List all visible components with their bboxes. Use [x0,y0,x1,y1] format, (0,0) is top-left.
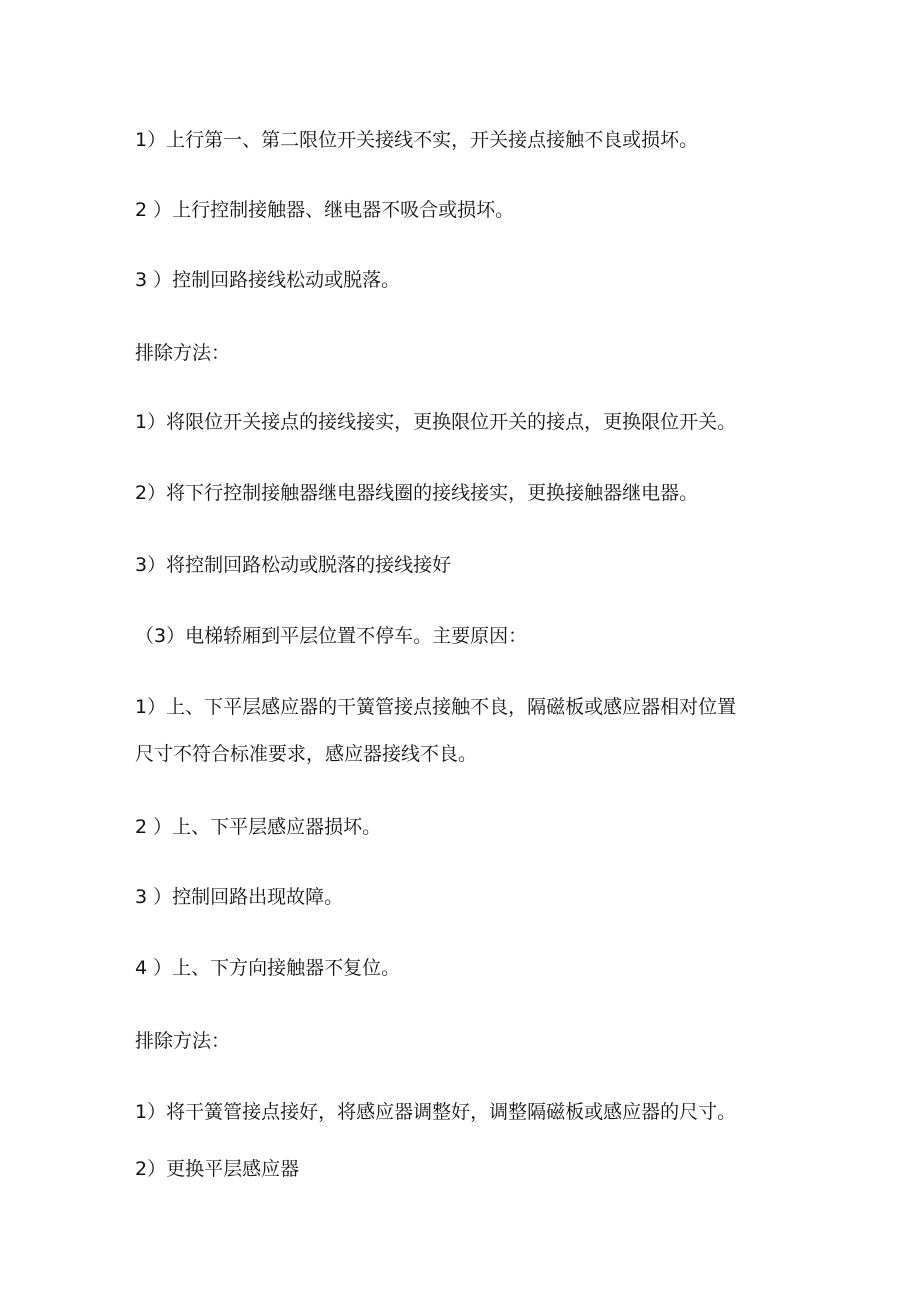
cause-item-2: 2 ）上、下平层感应器损坏。 [135,816,382,838]
cause-item-4: 4 ）上、下方向接触器不复位。 [135,957,401,979]
section-heading: 排除方法： [135,1030,231,1052]
cause-item-1: 1）上、下平层感应器的干簧管接点接触不良，隔磁板或感应器相对位置 [135,696,737,718]
cause-item-1-continued: 尺寸不符合标准要求，感应器接线不良。 [135,743,478,765]
cause-item-2: 2 ）上行控制接触器、继电器不吸合或损坏。 [135,199,515,221]
cause-item-1: 1）上行第一、第二限位开关接线不实，开关接点接触不良或损坏。 [135,129,699,151]
solution-item-3: 3）将控制回路松动或脱落的接线接好 [135,554,452,576]
cause-item-3: 3 ）控制回路接线松动或脱落。 [135,269,401,291]
solution-item-1: 1）将限位开关接点的接线接实，更换限位开关的接点，更换限位开关。 [135,411,737,433]
solution-item-2: 2）更换平层感应器 [135,1158,300,1180]
solution-item-2: 2）将下行控制接触器继电器线圈的接线接实，更换接触器继电器。 [135,482,699,504]
section-heading: 排除方法： [135,342,231,364]
cause-item-3: 3 ）控制回路出现故障。 [135,886,344,908]
subsection-heading: （3）电梯轿厢到平层位置不停车。主要原因： [135,625,528,647]
solution-item-1: 1）将干簧管接点接好，将感应器调整好，调整隔磁板或感应器的尺寸。 [135,1101,737,1123]
